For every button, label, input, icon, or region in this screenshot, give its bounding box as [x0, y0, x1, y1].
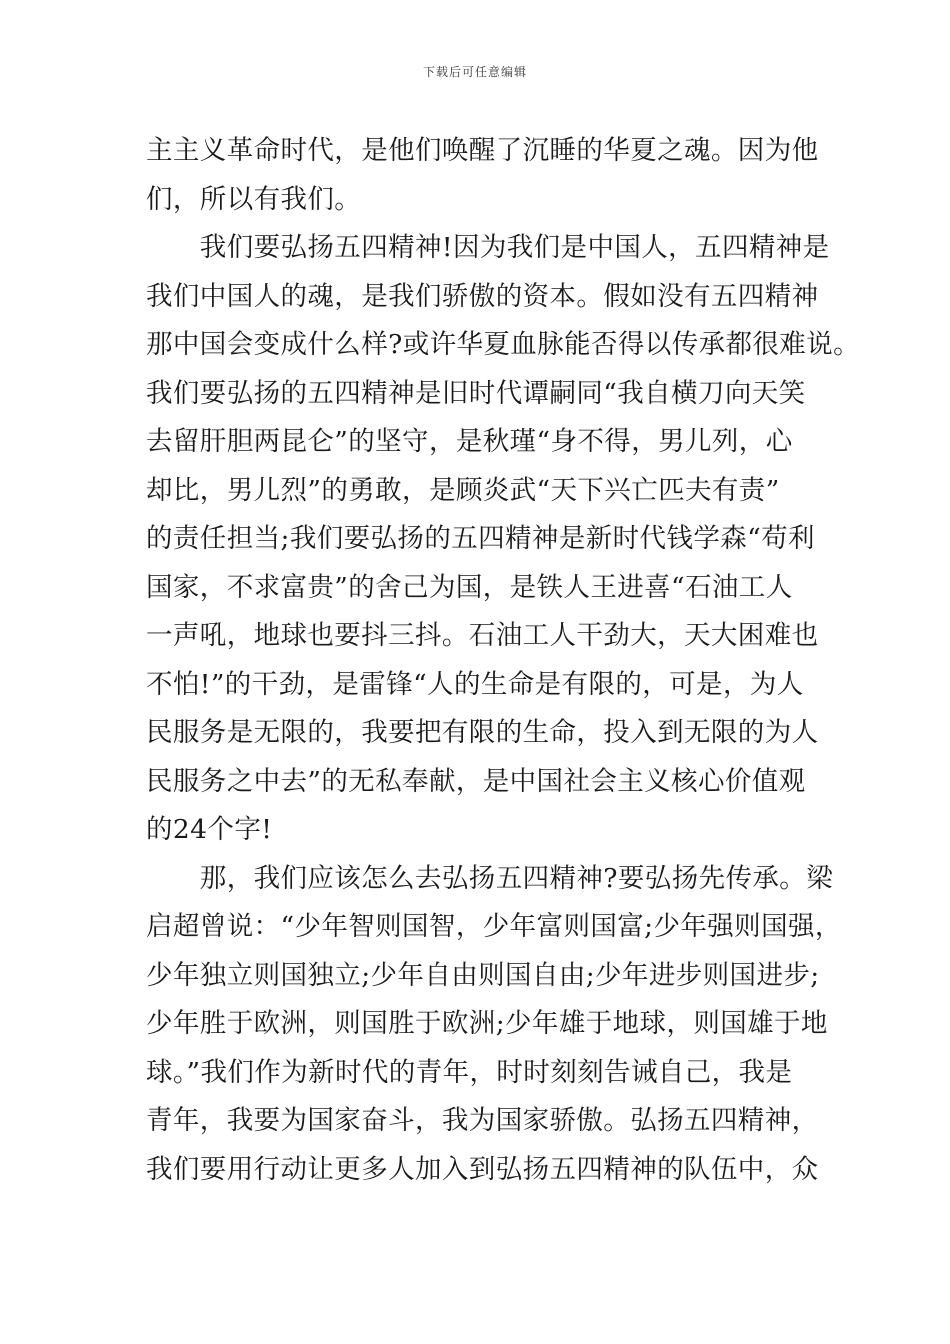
- body-text: [146, 132, 861, 1199]
- text-line: 国家，不求富贵”的舍己为国，是铁人王进喜“石油工人: [146, 571, 793, 603]
- text-line: 民服务之中去”的无私奉献，是中国社会主义核心价值观: [146, 765, 806, 797]
- text-line: 们，所以有我们。: [146, 183, 362, 215]
- text-line: 的责任担当;我们要弘扬的五四精神是新时代钱学森“苟利: [146, 523, 815, 554]
- text-line: 一声吼，地球也要抖三抖。石油工人干劲大，天大困难也: [146, 620, 819, 651]
- text-line: 少年独立则国独立;少年自由则国自由;少年进步则国进步;: [146, 959, 820, 991]
- text-line: 我们要用行动让更多人加入到弘扬五四精神的队伍中，众: [146, 1153, 819, 1185]
- text-line: 不怕!”的干劲，是雷锋“人的生命是有限的，可是，为人: [146, 668, 804, 700]
- text-line: 青年，我要为国家奋斗，我为国家骄傲。弘扬五四精神，: [146, 1105, 819, 1136]
- text-line: 去留肝胆两昆仑”的坚守，是秋瑾“身不得，男儿列，心: [146, 426, 793, 457]
- text-line: 少年胜于欧洲，则国胜于欧洲;少年雄于地球，则国雄于地: [146, 1008, 828, 1039]
- text-line: 启超曾说：“少年智则国智，少年富则国富;少年强则国强，: [146, 911, 842, 942]
- text-line: 主主义革命时代，是他们唤醒了沉睡的华夏之魂。因为他: [146, 135, 819, 166]
- text-line: 的24个字!: [146, 814, 273, 845]
- text-line: 我们中国人的魂，是我们骄傲的资本。假如没有五四精神: [146, 280, 819, 312]
- text-line: 民服务是无限的，我要把有限的生命，投入到无限的为人: [146, 717, 819, 748]
- text-line: 那中国会变成什么样?或许华夏血脉能否得以传承都很难说。: [146, 329, 861, 360]
- text-line: 却比，男儿烈”的勇敢，是顾炎武“天下兴亡匹夫有责”: [146, 474, 780, 506]
- text-line: 我们要弘扬的五四精神是旧时代谭嗣同“我自横刀向天笑: [146, 377, 806, 409]
- page-header: 下载后可任意编辑: [422, 65, 527, 79]
- text-line: 那，我们应该怎么去弘扬五四精神?要弘扬先传承。梁: [146, 862, 834, 894]
- text-line: 我们要弘扬五四精神!因为我们是中国人，五四精神是: [146, 232, 830, 263]
- text-line: 球。”我们作为新时代的青年，时时刻刻告诫自己，我是: [146, 1056, 793, 1088]
